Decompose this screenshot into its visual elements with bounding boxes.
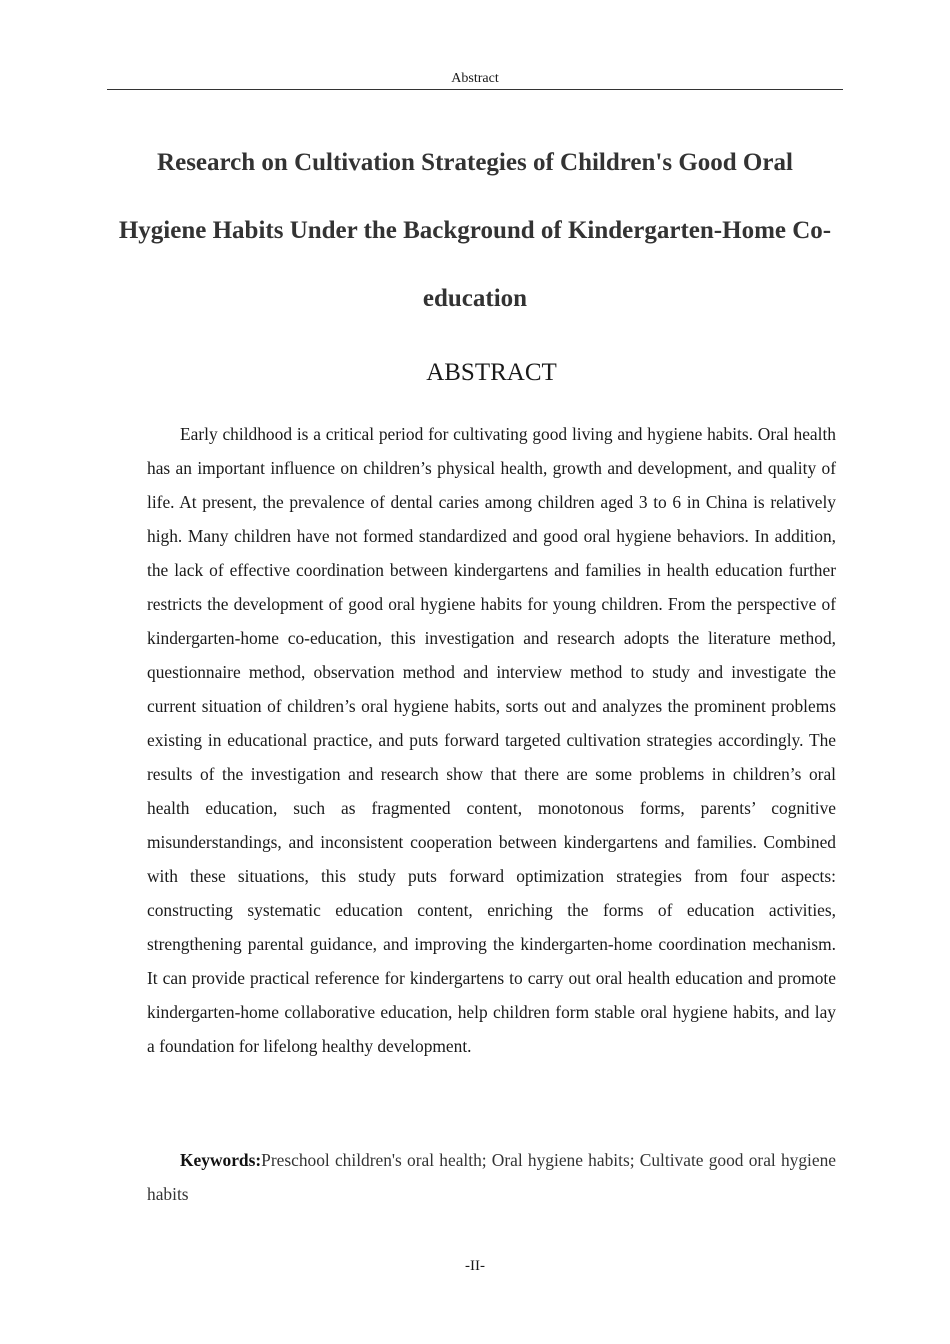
abstract-heading: ABSTRACT <box>426 359 557 386</box>
paper-title-line-3: education <box>422 285 528 312</box>
keywords-label: Keywords: <box>180 1150 262 1170</box>
keywords <box>147 1143 836 1211</box>
paper-title <box>100 129 850 333</box>
abstract-body: Early childhood is a critical period for cultivating good living and hygiene habits. Oral health has an important influence on children’s physical health, growth and development, and quality of life. At present, the prevalence of dental caries among children aged 3 to 6 in China is relatively high. Many children have not formed standardized and good oral hygiene behaviors. In addition, the lack of effective coordination between kindergartens and families in health education further restricts the development of good oral hygiene habits for young children. From the perspective of kindergarten-home co-education, this investigation and research adopts the literature method, questionnaire method, observation method and interview method to study and investigate the current situation of children’s oral hygiene habits, sorts out and analyzes the prominent problems existing in educational practice, and puts forward targeted cultivation strategies accordingly. The results of the investigation and research show that there are some problems in children’s oral health education, such as fragmented content, monotonous forms, parents’ cognitive misunderstandings, and inconsistent cooperation between kindergartens and families. Combined with these situations, this study puts forward optimization strategies from four aspects: constructing systematic education content, enriching the forms of education activities, strengthening parental guidance, and improving the kindergarten-home coordination mechanism. It can provide practical reference for kindergartens to carry out oral health education and promote kindergarten-home collaborative education, help children form stable oral hygiene habits, and lay a foundation for lifelong healthy development. <box>147 424 836 1056</box>
paper-title-line-2: Hygiene Habits Under the Background of Kindergarten-Home Co- <box>118 217 832 244</box>
keywords-text: Preschool children's oral health; Oral hygiene habits; Cultivate good oral hygiene habits <box>147 1150 836 1204</box>
page-number: -II- <box>465 1258 485 1274</box>
running-header: Abstract <box>107 70 843 90</box>
paper-title-line-1: Research on Cultivation Strategies of Children's Good Oral <box>157 149 793 176</box>
